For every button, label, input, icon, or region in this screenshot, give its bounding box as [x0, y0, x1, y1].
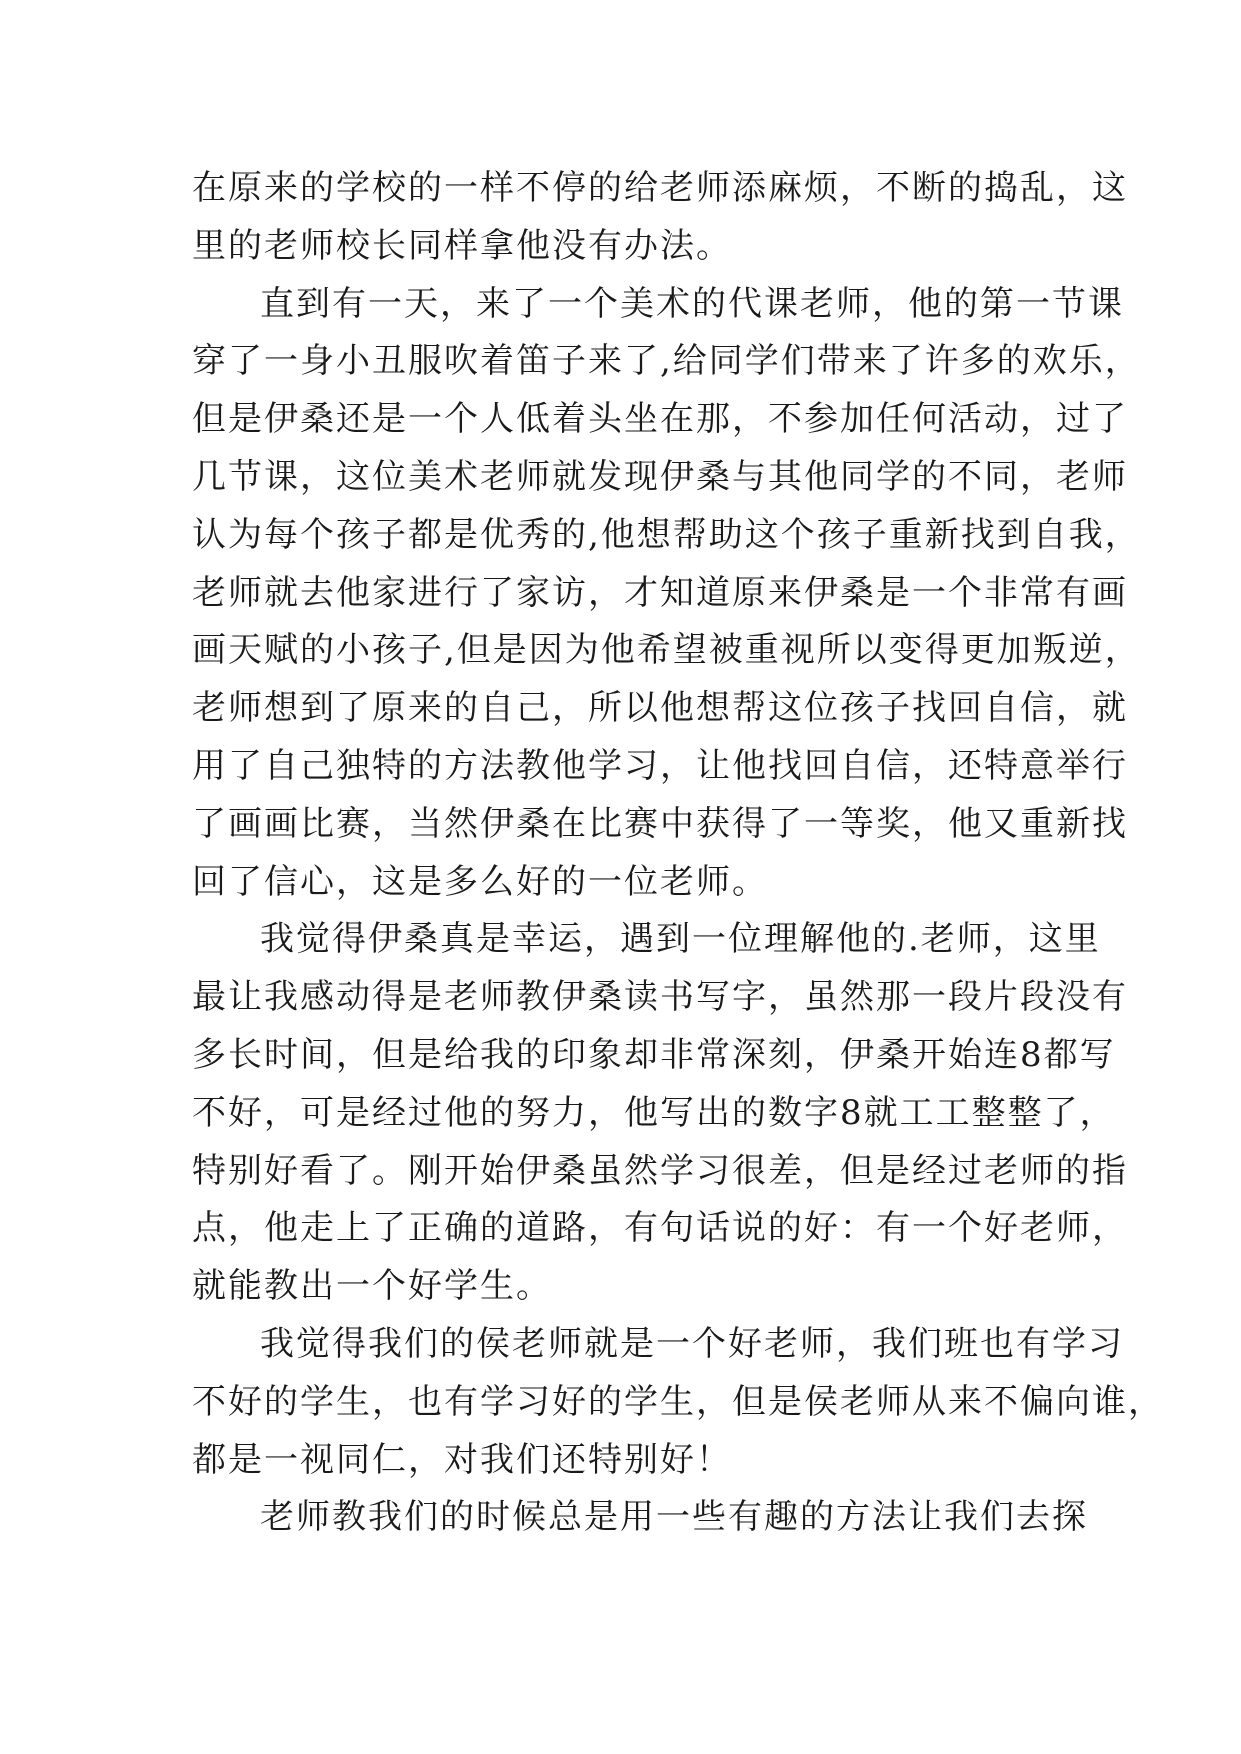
paragraph-first-line: 老师教我们的时候总是用一些有趣的方法让我们去探: [260, 1497, 1088, 1538]
text-line: 最让我感动得是老师教伊桑读书写字，虽然那一段片段没有: [192, 977, 1128, 1018]
text-line: 老师就去他家进行了家访，才知道原来伊桑是一个非常有画: [192, 572, 1128, 613]
text-line: 老师想到了原来的自己，所以他想帮这位孩子找回自信，就: [192, 688, 1128, 729]
text-line: 穿了一身小丑服吹着笛子来了,给同学们带来了许多的欢乐，: [192, 341, 1141, 382]
text-line: 多长时间，但是给我的印象却非常深刻，伊桑开始连8都写: [192, 1034, 1116, 1075]
text-line: 在原来的学校的一样不停的给老师添麻烦，不断的捣乱，这: [192, 168, 1128, 208]
body-text: [192, 160, 1164, 1547]
text-line: 认为每个孩子都是优秀的,他想帮助这个孩子重新找到自我，: [192, 514, 1141, 555]
paragraph-first-line: 我觉得我们的侯老师就是一个好老师，我们班也有学习: [260, 1323, 1124, 1364]
text-line: 但是伊桑还是一个人低着头坐在那，不参加任何活动，过了: [192, 399, 1128, 440]
text-line: 不好的学生，也有学习好的学生，但是侯老师从来不偏向谁，: [192, 1381, 1164, 1422]
text-line: 特别好看了。刚开始伊桑虽然学习很差，但是经过老师的指: [192, 1150, 1128, 1191]
text-line: 就能教出一个好学生。: [192, 1266, 552, 1307]
text-line: 用了自己独特的方法教他学习，让他找回自信，还特意举行: [192, 745, 1128, 786]
text-line: 几节课，这位美术老师就发现伊桑与其他同学的不同，老师: [192, 456, 1128, 497]
text-line: 点，他走上了正确的道路，有句话说的好：有一个好老师，: [192, 1208, 1128, 1249]
paragraph-first-line: 直到有一天，来了一个美术的代课老师，他的第一节课: [260, 283, 1124, 324]
text-line: 画天赋的小孩子,但是因为他希望被重视所以变得更加叛逆，: [192, 630, 1141, 671]
paragraph-first-line: 我觉得伊桑真是幸运，遇到一位理解他的.老师，这里: [260, 919, 1101, 960]
text-line: 回了信心，这是多么好的一位老师。: [192, 861, 768, 902]
text-line: 都是一视同仁，对我们还特别好！: [192, 1439, 732, 1480]
text-line: 里的老师校长同样拿他没有办法。: [192, 225, 732, 266]
text-line: 了画画比赛，当然伊桑在比赛中获得了一等奖，他又重新找: [192, 803, 1128, 844]
text-line: 不好，可是经过他的努力，他写出的数字8就工工整整了，: [192, 1092, 1116, 1133]
